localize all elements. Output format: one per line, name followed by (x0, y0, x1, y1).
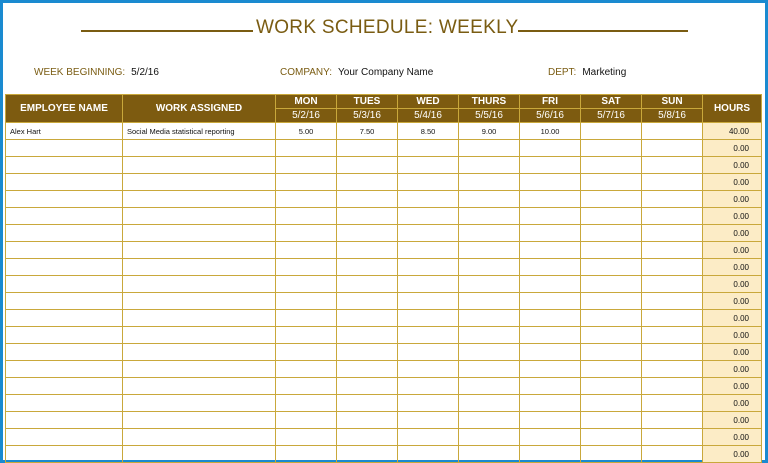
day-hours-cell[interactable] (459, 412, 520, 429)
day-hours-cell[interactable] (520, 361, 581, 378)
day-hours-cell[interactable] (520, 157, 581, 174)
day-hours-cell[interactable] (337, 242, 398, 259)
employee-name-cell[interactable]: Alex Hart (6, 123, 123, 140)
day-hours-cell[interactable] (581, 446, 642, 463)
header-date-wed: 5/4/16 (398, 109, 459, 123)
header-day-sun: SUN (642, 95, 703, 109)
day-hours-cell[interactable] (520, 429, 581, 446)
company-label: COMPANY: (280, 67, 333, 78)
day-hours-cell[interactable] (581, 225, 642, 242)
total-hours-cell: 0.00 (703, 174, 762, 191)
day-hours-cell[interactable] (337, 259, 398, 276)
day-hours-cell[interactable] (581, 395, 642, 412)
table-row (6, 429, 762, 446)
table-row (6, 259, 762, 276)
work-assigned-cell[interactable] (123, 412, 276, 429)
day-hours-cell[interactable] (276, 293, 337, 310)
day-hours-cell[interactable] (581, 412, 642, 429)
total-hours-cell: 0.00 (703, 429, 762, 446)
total-hours-cell: 0.00 (703, 361, 762, 378)
day-hours-cell[interactable] (459, 378, 520, 395)
day-hours-cell[interactable] (642, 242, 703, 259)
day-hours-cell[interactable] (398, 208, 459, 225)
table-row (6, 310, 762, 327)
day-hours-cell[interactable] (337, 293, 398, 310)
employee-name-cell[interactable] (6, 157, 123, 174)
table-row (6, 225, 762, 242)
day-hours-cell[interactable] (337, 140, 398, 157)
employee-name-cell[interactable] (6, 378, 123, 395)
company-value[interactable]: Your Company Name (338, 67, 434, 78)
table-row (6, 123, 762, 140)
total-hours-cell: 40.00 (703, 123, 762, 140)
work-assigned-cell[interactable] (123, 242, 276, 259)
day-hours-cell[interactable] (398, 344, 459, 361)
day-hours-cell[interactable] (398, 191, 459, 208)
day-hours-cell[interactable] (398, 293, 459, 310)
work-assigned-cell[interactable]: Social Media statistical reporting (123, 123, 276, 140)
header-date-sat: 5/7/16 (581, 109, 642, 123)
day-hours-cell[interactable] (520, 327, 581, 344)
day-hours-cell[interactable] (642, 293, 703, 310)
day-hours-cell[interactable] (337, 429, 398, 446)
day-hours-cell[interactable] (520, 242, 581, 259)
day-hours-cell[interactable] (459, 140, 520, 157)
work-assigned-cell[interactable] (123, 157, 276, 174)
day-hours-cell[interactable] (459, 191, 520, 208)
header-day-mon: MON (276, 95, 337, 109)
day-hours-cell[interactable] (520, 446, 581, 463)
total-hours-cell: 0.00 (703, 276, 762, 293)
table-row (6, 140, 762, 157)
header-date-thurs: 5/5/16 (459, 109, 520, 123)
table-row (6, 174, 762, 191)
day-hours-cell[interactable] (276, 344, 337, 361)
day-hours-cell[interactable] (276, 327, 337, 344)
table-row (6, 327, 762, 344)
day-hours-cell[interactable] (337, 378, 398, 395)
employee-name-cell[interactable] (6, 429, 123, 446)
day-hours-cell[interactable] (459, 293, 520, 310)
day-hours-cell[interactable] (398, 446, 459, 463)
employee-name-cell[interactable] (6, 395, 123, 412)
work-assigned-cell[interactable] (123, 395, 276, 412)
day-hours-cell[interactable] (520, 378, 581, 395)
dept-value[interactable]: Marketing (582, 67, 627, 78)
day-hours-cell[interactable] (459, 259, 520, 276)
day-hours-cell[interactable] (459, 395, 520, 412)
day-hours-cell[interactable]: 10.00 (520, 123, 581, 140)
day-hours-cell[interactable] (337, 191, 398, 208)
day-hours-cell[interactable] (581, 191, 642, 208)
title-bar (3, 17, 765, 45)
day-hours-cell[interactable] (398, 378, 459, 395)
day-hours-cell[interactable] (581, 378, 642, 395)
day-hours-cell[interactable] (642, 327, 703, 344)
day-hours-cell[interactable]: 7.50 (337, 123, 398, 140)
day-hours-cell[interactable]: 5.00 (276, 123, 337, 140)
day-hours-cell[interactable] (520, 174, 581, 191)
work-assigned-cell[interactable] (123, 259, 276, 276)
day-hours-cell[interactable] (276, 446, 337, 463)
work-assigned-cell[interactable] (123, 310, 276, 327)
day-hours-cell[interactable] (398, 259, 459, 276)
day-hours-cell[interactable] (337, 395, 398, 412)
table-row (6, 395, 762, 412)
day-hours-cell[interactable] (642, 412, 703, 429)
table-row (6, 293, 762, 310)
total-hours-cell: 0.00 (703, 446, 762, 463)
day-hours-cell[interactable] (398, 157, 459, 174)
day-hours-cell[interactable] (276, 140, 337, 157)
company-field (280, 67, 433, 78)
day-hours-cell[interactable] (337, 310, 398, 327)
work-assigned-cell[interactable] (123, 208, 276, 225)
employee-name-cell[interactable] (6, 259, 123, 276)
day-hours-cell[interactable] (337, 225, 398, 242)
day-hours-cell[interactable] (642, 378, 703, 395)
day-hours-cell[interactable] (581, 344, 642, 361)
header-date-tues: 5/3/16 (337, 109, 398, 123)
day-hours-cell[interactable] (459, 157, 520, 174)
day-hours-cell[interactable] (642, 123, 703, 140)
header-day-wed: WED (398, 95, 459, 109)
header-hours: HOURS (703, 95, 762, 123)
work-assigned-cell[interactable] (123, 327, 276, 344)
day-hours-cell[interactable] (581, 140, 642, 157)
day-hours-cell[interactable] (520, 293, 581, 310)
dept-field (548, 67, 626, 78)
work-assigned-cell[interactable] (123, 446, 276, 463)
header-date-mon: 5/2/16 (276, 109, 337, 123)
work-assigned-cell[interactable] (123, 140, 276, 157)
day-hours-cell[interactable] (276, 259, 337, 276)
day-hours-cell[interactable] (398, 395, 459, 412)
day-hours-cell[interactable] (337, 157, 398, 174)
day-hours-cell[interactable] (398, 412, 459, 429)
total-hours-cell: 0.00 (703, 327, 762, 344)
work-assigned-cell[interactable] (123, 191, 276, 208)
day-hours-cell[interactable] (520, 259, 581, 276)
work-assigned-cell[interactable] (123, 225, 276, 242)
employee-name-cell[interactable] (6, 310, 123, 327)
day-hours-cell[interactable] (581, 208, 642, 225)
table-row (6, 208, 762, 225)
table-row (6, 361, 762, 378)
day-hours-cell[interactable] (642, 157, 703, 174)
day-hours-cell[interactable] (581, 361, 642, 378)
day-hours-cell[interactable] (581, 276, 642, 293)
day-hours-cell[interactable] (276, 242, 337, 259)
day-hours-cell[interactable] (276, 378, 337, 395)
total-hours-cell: 0.00 (703, 310, 762, 327)
day-hours-cell[interactable] (581, 123, 642, 140)
employee-name-cell[interactable] (6, 140, 123, 157)
day-hours-cell[interactable] (276, 395, 337, 412)
table-row (6, 412, 762, 429)
day-hours-cell[interactable] (642, 174, 703, 191)
day-hours-cell[interactable] (459, 276, 520, 293)
day-hours-cell[interactable] (276, 276, 337, 293)
day-hours-cell[interactable] (398, 327, 459, 344)
table-row (6, 157, 762, 174)
day-hours-cell[interactable]: 9.00 (459, 123, 520, 140)
day-hours-cell[interactable] (276, 191, 337, 208)
day-hours-cell[interactable] (581, 293, 642, 310)
total-hours-cell: 0.00 (703, 242, 762, 259)
header-day-fri: FRI (520, 95, 581, 109)
day-hours-cell[interactable] (642, 446, 703, 463)
day-hours-cell[interactable] (276, 174, 337, 191)
day-hours-cell[interactable] (520, 140, 581, 157)
header-work-assigned: WORK ASSIGNED (123, 95, 276, 123)
day-hours-cell[interactable] (276, 208, 337, 225)
week-beginning-label: WEEK BEGINNING: (34, 67, 126, 78)
day-hours-cell[interactable] (581, 310, 642, 327)
schedule-table (5, 94, 762, 463)
week-beginning-value[interactable]: 5/2/16 (131, 67, 159, 78)
day-hours-cell[interactable] (520, 344, 581, 361)
day-hours-cell[interactable] (520, 310, 581, 327)
day-hours-cell[interactable] (459, 429, 520, 446)
day-hours-cell[interactable] (337, 174, 398, 191)
day-hours-cell[interactable] (459, 327, 520, 344)
work-assigned-cell[interactable] (123, 378, 276, 395)
work-assigned-cell[interactable] (123, 344, 276, 361)
total-hours-cell: 0.00 (703, 140, 762, 157)
header-date-sun: 5/8/16 (642, 109, 703, 123)
employee-name-cell[interactable] (6, 327, 123, 344)
day-hours-cell[interactable] (642, 310, 703, 327)
employee-name-cell[interactable] (6, 412, 123, 429)
day-hours-cell[interactable] (459, 174, 520, 191)
week-beginning-field (34, 67, 159, 78)
day-hours-cell[interactable] (459, 446, 520, 463)
day-hours-cell[interactable] (337, 327, 398, 344)
day-hours-cell[interactable] (459, 242, 520, 259)
day-hours-cell[interactable] (520, 276, 581, 293)
day-hours-cell[interactable] (642, 276, 703, 293)
total-hours-cell: 0.00 (703, 293, 762, 310)
day-hours-cell[interactable] (276, 412, 337, 429)
day-hours-cell[interactable] (337, 276, 398, 293)
header-day-sat: SAT (581, 95, 642, 109)
day-hours-cell[interactable] (398, 276, 459, 293)
day-hours-cell[interactable] (398, 310, 459, 327)
total-hours-cell: 0.00 (703, 225, 762, 242)
table-row (6, 276, 762, 293)
dept-label: DEPT: (548, 67, 577, 78)
total-hours-cell: 0.00 (703, 378, 762, 395)
day-hours-cell[interactable] (581, 327, 642, 344)
total-hours-cell: 0.00 (703, 412, 762, 429)
day-hours-cell[interactable] (337, 344, 398, 361)
employee-name-cell[interactable] (6, 344, 123, 361)
day-hours-cell[interactable] (642, 429, 703, 446)
header-date-fri: 5/6/16 (520, 109, 581, 123)
table-row (6, 191, 762, 208)
day-hours-cell[interactable] (520, 412, 581, 429)
total-hours-cell: 0.00 (703, 157, 762, 174)
day-hours-cell[interactable] (520, 395, 581, 412)
employee-name-cell[interactable] (6, 225, 123, 242)
day-hours-cell[interactable] (520, 208, 581, 225)
work-assigned-cell[interactable] (123, 276, 276, 293)
day-hours-cell[interactable] (581, 259, 642, 276)
day-hours-cell[interactable] (398, 140, 459, 157)
day-hours-cell[interactable]: 8.50 (398, 123, 459, 140)
day-hours-cell[interactable] (337, 446, 398, 463)
day-hours-cell[interactable] (398, 225, 459, 242)
day-hours-cell[interactable] (642, 140, 703, 157)
day-hours-cell[interactable] (642, 344, 703, 361)
total-hours-cell: 0.00 (703, 344, 762, 361)
employee-name-cell[interactable] (6, 242, 123, 259)
total-hours-cell: 0.00 (703, 191, 762, 208)
employee-name-cell[interactable] (6, 293, 123, 310)
total-hours-cell: 0.00 (703, 259, 762, 276)
employee-name-cell[interactable] (6, 191, 123, 208)
day-hours-cell[interactable] (459, 208, 520, 225)
day-hours-cell[interactable] (276, 157, 337, 174)
header-employee-name: EMPLOYEE NAME (6, 95, 123, 123)
day-hours-cell[interactable] (398, 174, 459, 191)
day-hours-cell[interactable] (276, 429, 337, 446)
work-assigned-cell[interactable] (123, 361, 276, 378)
work-assigned-cell[interactable] (123, 429, 276, 446)
day-hours-cell[interactable] (459, 361, 520, 378)
day-hours-cell[interactable] (642, 259, 703, 276)
title-rule-left (81, 30, 253, 32)
day-hours-cell[interactable] (520, 191, 581, 208)
day-hours-cell[interactable] (337, 208, 398, 225)
table-row (6, 344, 762, 361)
day-hours-cell[interactable] (459, 225, 520, 242)
work-assigned-cell[interactable] (123, 174, 276, 191)
employee-name-cell[interactable] (6, 276, 123, 293)
day-hours-cell[interactable] (642, 225, 703, 242)
day-hours-cell[interactable] (337, 361, 398, 378)
title-rule-right (518, 30, 688, 32)
day-hours-cell[interactable] (276, 225, 337, 242)
day-hours-cell[interactable] (520, 225, 581, 242)
employee-name-cell[interactable] (6, 208, 123, 225)
day-hours-cell[interactable] (581, 174, 642, 191)
day-hours-cell[interactable] (276, 361, 337, 378)
day-hours-cell[interactable] (459, 310, 520, 327)
header-day-tues: TUES (337, 95, 398, 109)
day-hours-cell[interactable] (398, 429, 459, 446)
day-hours-cell[interactable] (642, 208, 703, 225)
day-hours-cell[interactable] (459, 344, 520, 361)
table-row (6, 242, 762, 259)
employee-name-cell[interactable] (6, 361, 123, 378)
page-title: WORK SCHEDULE: WEEKLY (256, 17, 519, 38)
day-hours-cell[interactable] (581, 242, 642, 259)
total-hours-cell: 0.00 (703, 395, 762, 412)
day-hours-cell[interactable] (398, 361, 459, 378)
employee-name-cell[interactable] (6, 174, 123, 191)
day-hours-cell[interactable] (581, 157, 642, 174)
day-hours-cell[interactable] (642, 361, 703, 378)
day-hours-cell[interactable] (581, 429, 642, 446)
table-row (6, 446, 762, 463)
day-hours-cell[interactable] (398, 242, 459, 259)
header-day-thurs: THURS (459, 95, 520, 109)
day-hours-cell[interactable] (337, 412, 398, 429)
table-row (6, 378, 762, 395)
day-hours-cell[interactable] (642, 191, 703, 208)
work-assigned-cell[interactable] (123, 293, 276, 310)
day-hours-cell[interactable] (642, 395, 703, 412)
day-hours-cell[interactable] (276, 310, 337, 327)
total-hours-cell: 0.00 (703, 208, 762, 225)
employee-name-cell[interactable] (6, 446, 123, 463)
